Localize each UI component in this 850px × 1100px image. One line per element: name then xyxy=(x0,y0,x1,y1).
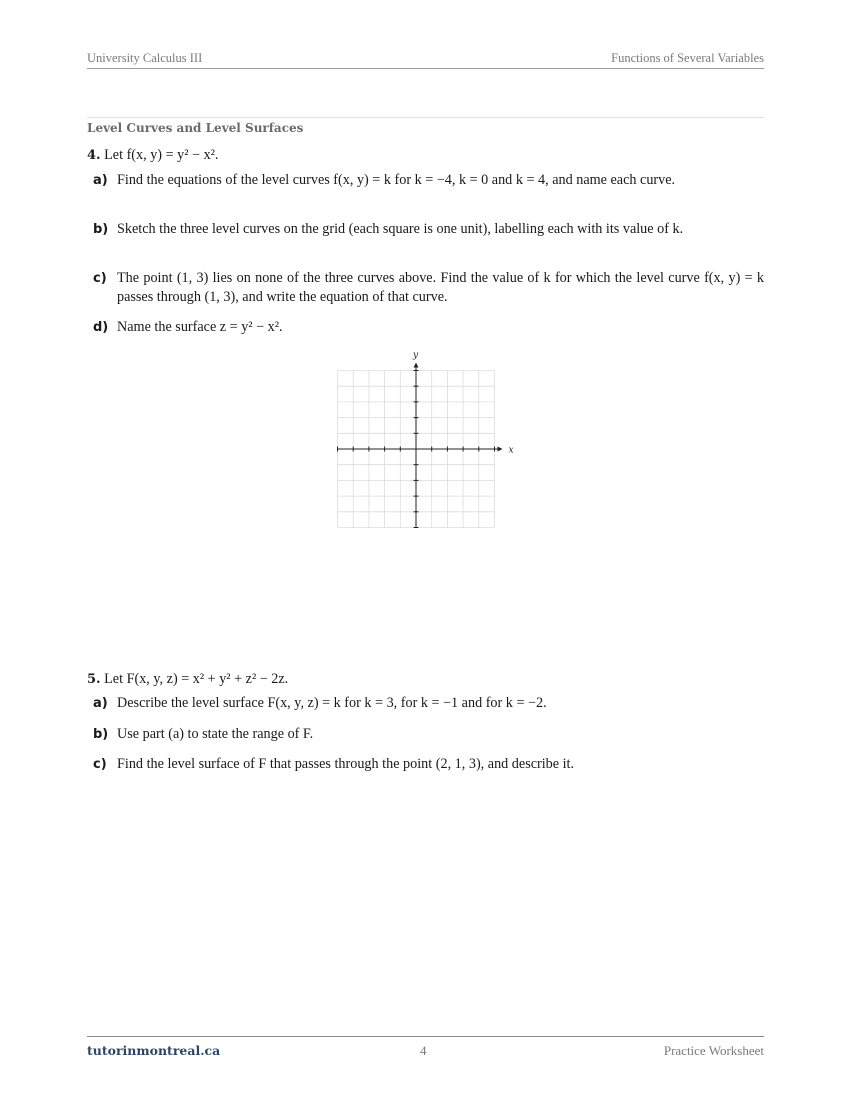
x-axis-arrow xyxy=(498,447,503,452)
y-axis-arrow xyxy=(414,363,419,368)
part-label: d) xyxy=(93,320,109,335)
section-divider xyxy=(87,117,764,118)
problem-text: Let F(x, y, z) = x² + y² + z² − 2z. xyxy=(104,671,289,687)
problem-5-part-a xyxy=(93,694,764,713)
page-header xyxy=(87,51,764,69)
y-axis-label: y xyxy=(413,352,419,361)
footer-site-link[interactable]: tutorinmontreal.ca xyxy=(87,1043,221,1058)
part-text: Find the level surface of F that passes through the point (2, 1, 3), and describe it. xyxy=(117,756,575,772)
footer-doc-type: Practice Worksheet xyxy=(663,1043,764,1058)
problem-4-statement xyxy=(87,146,218,165)
chapter-title: Functions of Several Variables xyxy=(611,51,764,65)
part-label: a) xyxy=(93,173,108,188)
x-axis-label: x xyxy=(508,445,514,456)
part-label: c) xyxy=(93,757,107,772)
problem-5-part-c xyxy=(93,755,764,774)
grid-svg xyxy=(330,352,520,537)
problem-number: 4. xyxy=(87,148,101,163)
page-number: 4 xyxy=(420,1043,427,1058)
part-text: Sketch the three level curves on the grid (each square is one unit), labelling each with its value of k. xyxy=(117,221,684,237)
problem-text: Let f(x, y) = y² − x². xyxy=(104,147,219,163)
part-text: Name the surface z = y² − x². xyxy=(117,319,283,335)
course-title: University Calculus III xyxy=(87,51,203,65)
coordinate-grid xyxy=(330,352,520,537)
part-label: b) xyxy=(93,222,109,237)
problem-5-part-b xyxy=(93,725,764,744)
page-footer xyxy=(87,1036,764,1061)
part-label: c) xyxy=(93,271,107,286)
problem-5-statement xyxy=(87,670,288,689)
part-label: b) xyxy=(93,727,109,742)
part-text: Find the equations of the level curves f(x, y) = k for k = −4, k = 0 and k = 4, and name each curve. xyxy=(117,172,676,188)
problem-4-part-b xyxy=(93,220,764,239)
problem-number: 5. xyxy=(87,672,101,687)
problem-4-part-a xyxy=(93,171,764,190)
part-text: Describe the level surface F(x, y, z) = k for k = 3, for k = −1 and for k = −2. xyxy=(117,695,547,711)
part-label: a) xyxy=(93,696,108,711)
section-title: Level Curves and Level Surfaces xyxy=(87,121,304,135)
part-text: Use part (a) to state the range of F. xyxy=(117,726,314,742)
problem-4-part-d xyxy=(93,318,764,337)
problem-4-part-c xyxy=(93,269,764,307)
part-text: The point (1, 3) lies on none of the three curves above. Find the value of k for which the level curve f(x, y) = k passes through (1, 3), and write the equation of that curve. xyxy=(117,270,764,305)
